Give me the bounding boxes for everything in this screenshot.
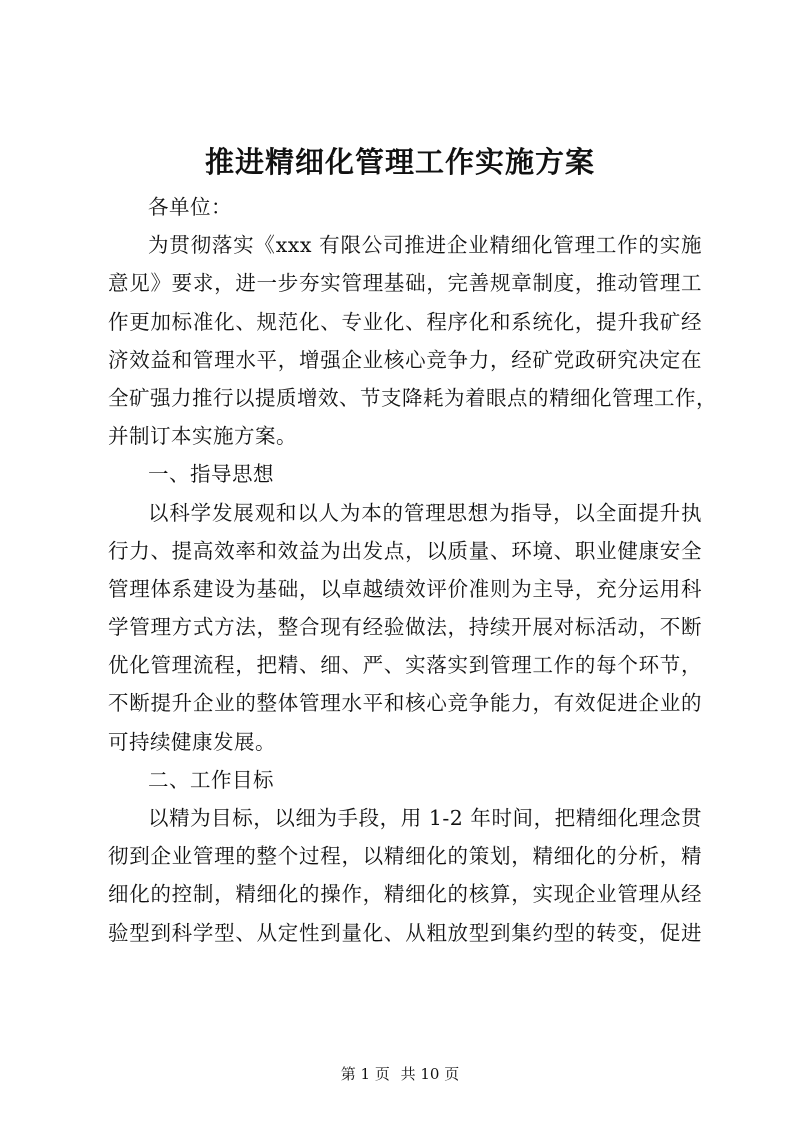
paragraph-line: 济效益和管理水平，增强企业核心竞争力，经矿党政研究决定在 [108, 347, 702, 372]
section-heading: 一、指导思想 [148, 462, 274, 487]
document-title: 推进精细化管理工作实施方案 [204, 145, 595, 179]
paragraph-line: 并制订本实施方案。 [108, 424, 297, 449]
paragraph-line: 以科学发展观和以人为本的管理思想为指导，以全面提升执 [148, 500, 702, 525]
page-footer [0, 1064, 800, 1084]
page-number: 第 1 页 [340, 1065, 390, 1083]
paragraph-line: 彻到企业管理的整个过程，以精细化的策划，精细化的分析，精 [108, 844, 702, 869]
page-total: 共 10 页 [400, 1065, 460, 1083]
paragraph-line: 管理体系建设为基础，以卓越绩效评价准则为主导，充分运用科 [108, 576, 702, 601]
paragraph-line: 细化的控制，精细化的操作，精细化的核算，实现企业管理从经 [108, 882, 702, 907]
paragraph-line: 全矿强力推行以提质增效、节支降耗为着眼点的精细化管理工作， [108, 385, 717, 410]
salutation: 各单位： [148, 195, 232, 219]
paragraph-line: 作更加标准化、规范化、专业化、程序化和系统化，提升我矿经 [108, 309, 702, 334]
paragraph-line: 优化管理流程，把精、细、严、实落实到管理工作的每个环节， [108, 653, 702, 678]
paragraph-line: 意见》要求，进一步夯实管理基础，完善规章制度，推动管理工 [108, 271, 702, 296]
paragraph-line: 以精为目标，以细为手段，用 1-2 年时间，把精细化理念贯 [148, 806, 702, 830]
document-body [108, 188, 717, 952]
paragraph-line: 不断提升企业的整体管理水平和核心竞争能力，有效促进企业的 [108, 691, 702, 716]
paragraph-line: 可持续健康发展。 [108, 729, 276, 754]
section-heading: 二、工作目标 [148, 767, 274, 792]
paragraph-line: 为贯彻落实《xxx 有限公司推进企业精细化管理工作的实施 [148, 233, 702, 258]
paragraph-line: 行力、提高效率和效益为出发点，以质量、环境、职业健康安全 [108, 538, 702, 563]
paragraph-line: 学管理方式方法，整合现有经验做法，持续开展对标活动，不断 [108, 615, 702, 640]
paragraph-line: 验型到科学型、从定性到量化、从粗放型到集约型的转变，促进 [108, 920, 702, 945]
